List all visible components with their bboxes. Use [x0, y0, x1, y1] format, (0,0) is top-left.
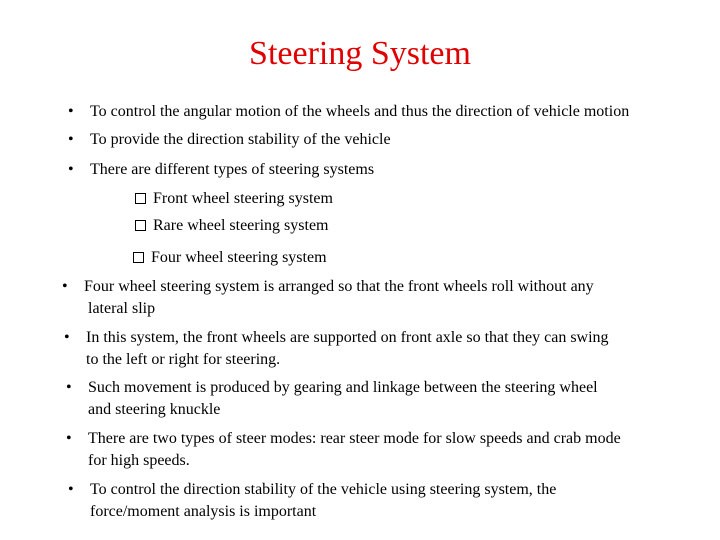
- sub-list-item: [133, 247, 327, 269]
- bullet-text-line2: lateral slip: [88, 300, 156, 317]
- bullet-text-line1: Such movement is produced by gearing and linkage between the steering wheel: [88, 379, 598, 396]
- sub-list-item: [135, 215, 329, 237]
- bullet-text-line1: There are two types of steer modes: rear steer mode for slow speeds and crab mode: [88, 430, 621, 447]
- bullet-item: [68, 129, 391, 151]
- bullet-dot: •: [64, 329, 70, 346]
- bullet-item: [64, 327, 704, 371]
- bullet-text-line2: force/moment analysis is important: [90, 503, 317, 520]
- sub-list-item: [135, 188, 333, 210]
- bullet-dot: •: [68, 481, 74, 498]
- bullet-dot: •: [68, 103, 74, 120]
- bullet-dot: •: [62, 278, 68, 295]
- bullet-text-line1: In this system, the front wheels are supported on front axle so that they can swing: [86, 329, 609, 346]
- page-title: Steering System: [249, 35, 471, 72]
- bullet-dot: •: [68, 131, 74, 148]
- checkbox-square-icon: [133, 252, 144, 263]
- bullet-text: To control the angular motion of the wheels and thus the direction of vehicle motion: [90, 103, 630, 120]
- bullet-item: [68, 101, 629, 123]
- bullet-dot: •: [66, 430, 72, 447]
- bullet-item: [68, 479, 708, 523]
- bullet-dot: •: [66, 379, 72, 396]
- bullet-text-line2: to the left or right for steering.: [86, 351, 281, 368]
- bullet-text-line1: Four wheel steering system is arranged so that the front wheels roll without any: [84, 278, 594, 295]
- sub-item-text: Front wheel steering system: [153, 190, 333, 207]
- checkbox-square-icon: [135, 220, 146, 231]
- bullet-text: To provide the direction stability of the vehicle: [90, 131, 391, 148]
- bullet-item: [68, 159, 374, 181]
- bullet-item: [66, 377, 706, 421]
- bullet-text-line1: To control the direction stability of the vehicle using steering system, the: [90, 481, 557, 498]
- bullet-item: [66, 428, 706, 472]
- bullet-text-line2: and steering knuckle: [88, 401, 221, 418]
- sub-item-text: Rare wheel steering system: [153, 217, 329, 234]
- bullet-dot: •: [68, 161, 74, 178]
- sub-item-text: Four wheel steering system: [151, 249, 327, 266]
- bullet-item: [62, 276, 702, 320]
- bullet-text-line2: for high speeds.: [88, 452, 190, 469]
- bullet-text: There are different types of steering systems: [90, 161, 375, 178]
- checkbox-square-icon: [135, 193, 146, 204]
